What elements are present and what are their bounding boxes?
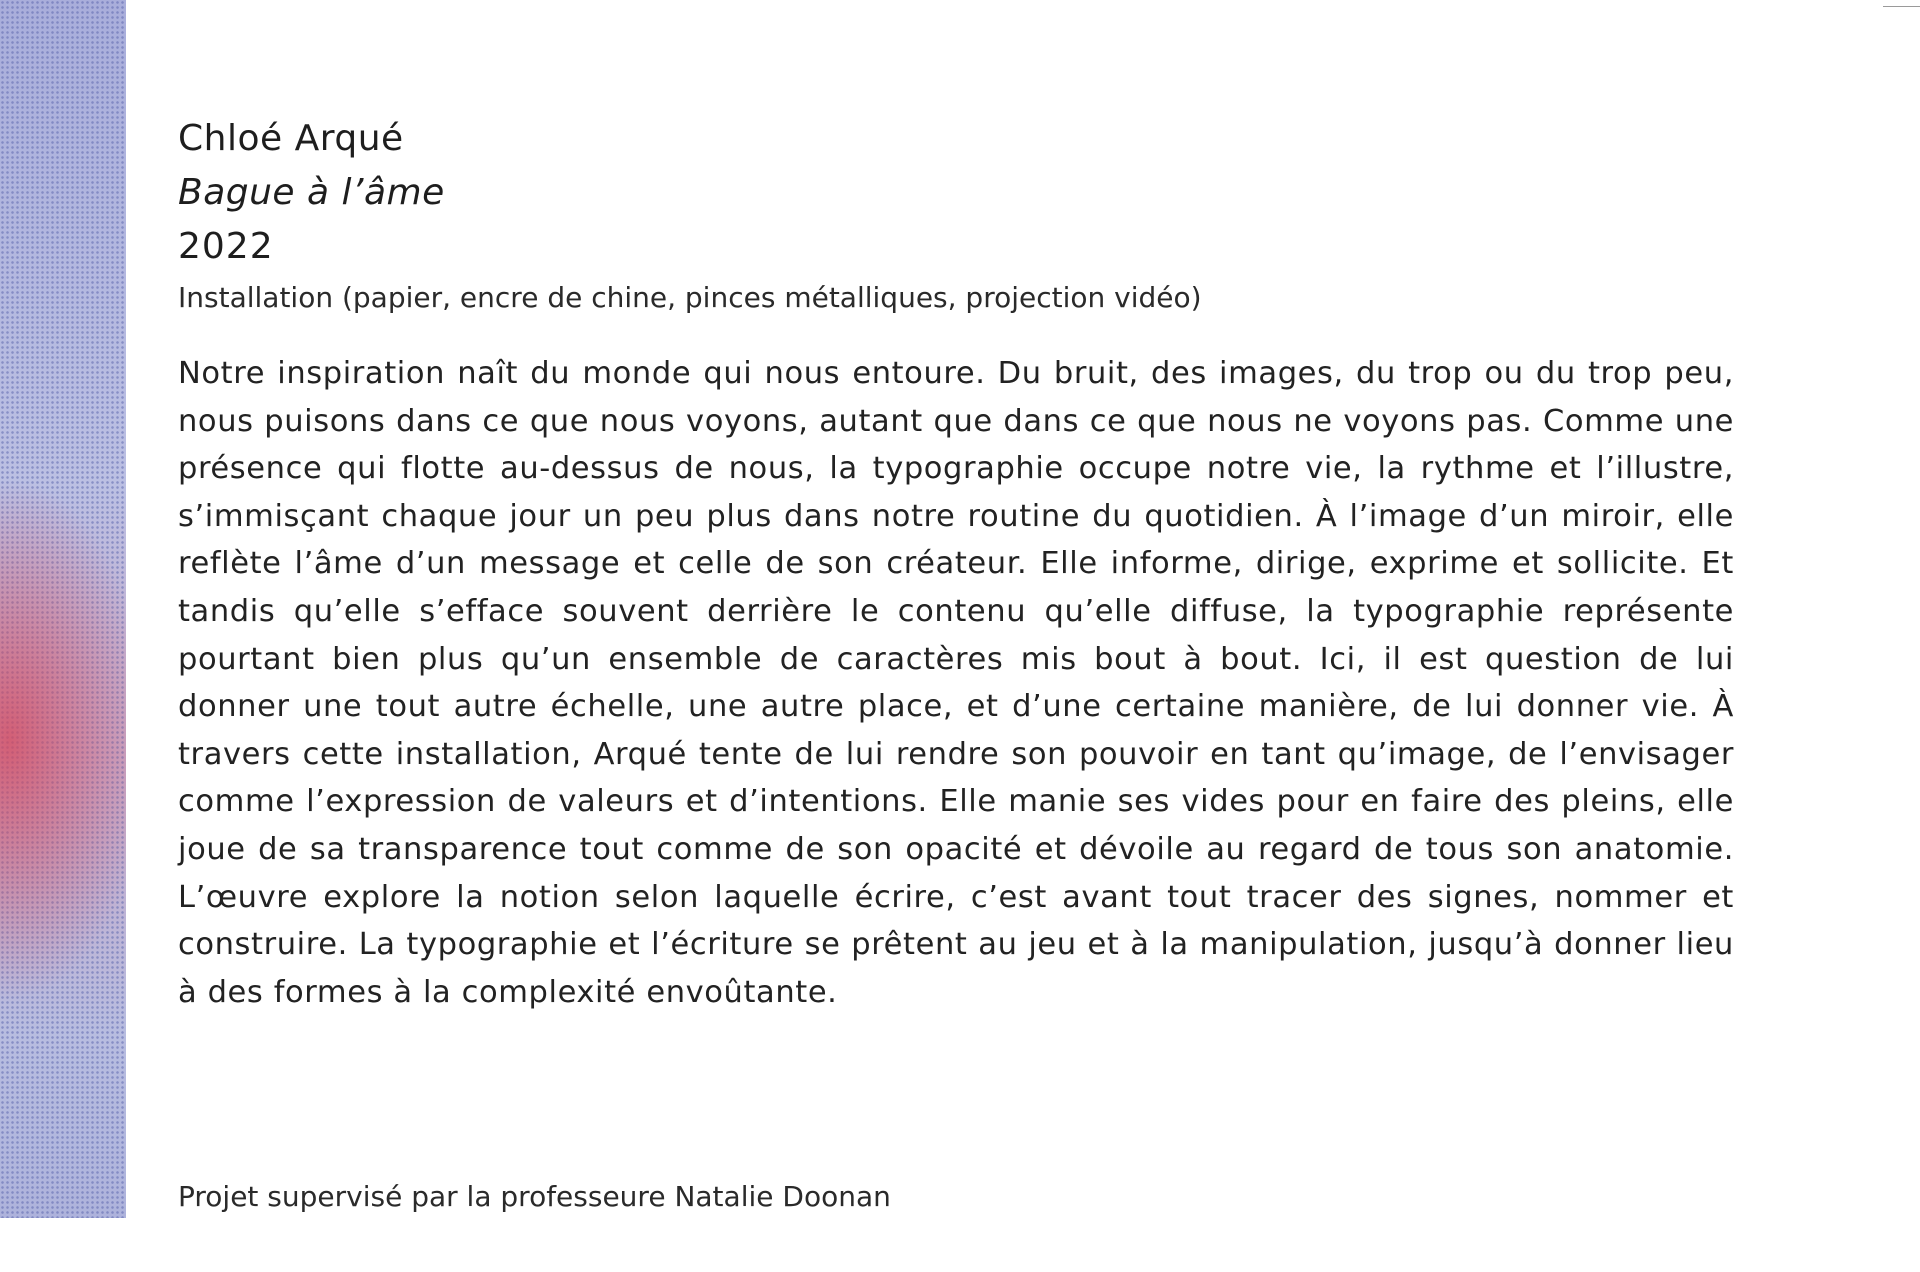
supervision-credit: Projet supervisé par la professeure Natalie Doonan xyxy=(178,1180,891,1213)
artwork-description: Notre inspiration naît du monde qui nous entoure. Du bruit, des images, du trop ou du trop peu, nous puisons dans ce que nous voyons, autant que dans ce que nous ne voyons pas. Comme une présence qui flotte au-dessus de nous, la typographie occupe notre vie, la rythme et l’illustre, s’immisçant chaque jour un peu plus dans notre routine du quotidien. À l’image d’un miroir, elle reflète l’âme d’un message et celle de son créateur. Elle informe, dirige, exprime et sollicite. Et tandis qu’elle s’efface souvent derrière le contenu qu’elle diffuse, la typographie représente pourtant bien plus qu’un ensemble de caractères mis bout à bout. Ici, il est question de lui donner une tout autre échelle, une autre place, et d’une certaine manière, de lui donner vie. À travers cette installation, Arqué tente de lui rendre son pouvoir en tant qu’image, de l’envisager comme l’expression de valeurs et d’intentions. Elle manie ses vides pour en faire des pleins, elle joue de sa transparence tout comme de son opacité et dévoile au regard de tous son anatomie. L’œuvre explore la notion selon laquelle écrire, c’est avant tout tracer des signes, nommer et construire. La typographie et l’écriture se prêtent au jeu et à la manipulation, jusqu’à donner lieu à des formes à la complexité envoûtante. xyxy=(178,356,1734,1010)
artwork-medium: Installation (papier, encre de chine, pinces métalliques, projection vidéo) xyxy=(178,281,1202,314)
artwork-caption xyxy=(178,112,1734,1047)
halftone-gradient-strip xyxy=(0,0,126,1218)
top-rule-divider xyxy=(1883,6,1920,7)
artist-name: Chloé Arqué xyxy=(178,118,404,159)
artwork-title: Bague à l’âme xyxy=(178,172,445,213)
artwork-year: 2022 xyxy=(178,226,274,267)
